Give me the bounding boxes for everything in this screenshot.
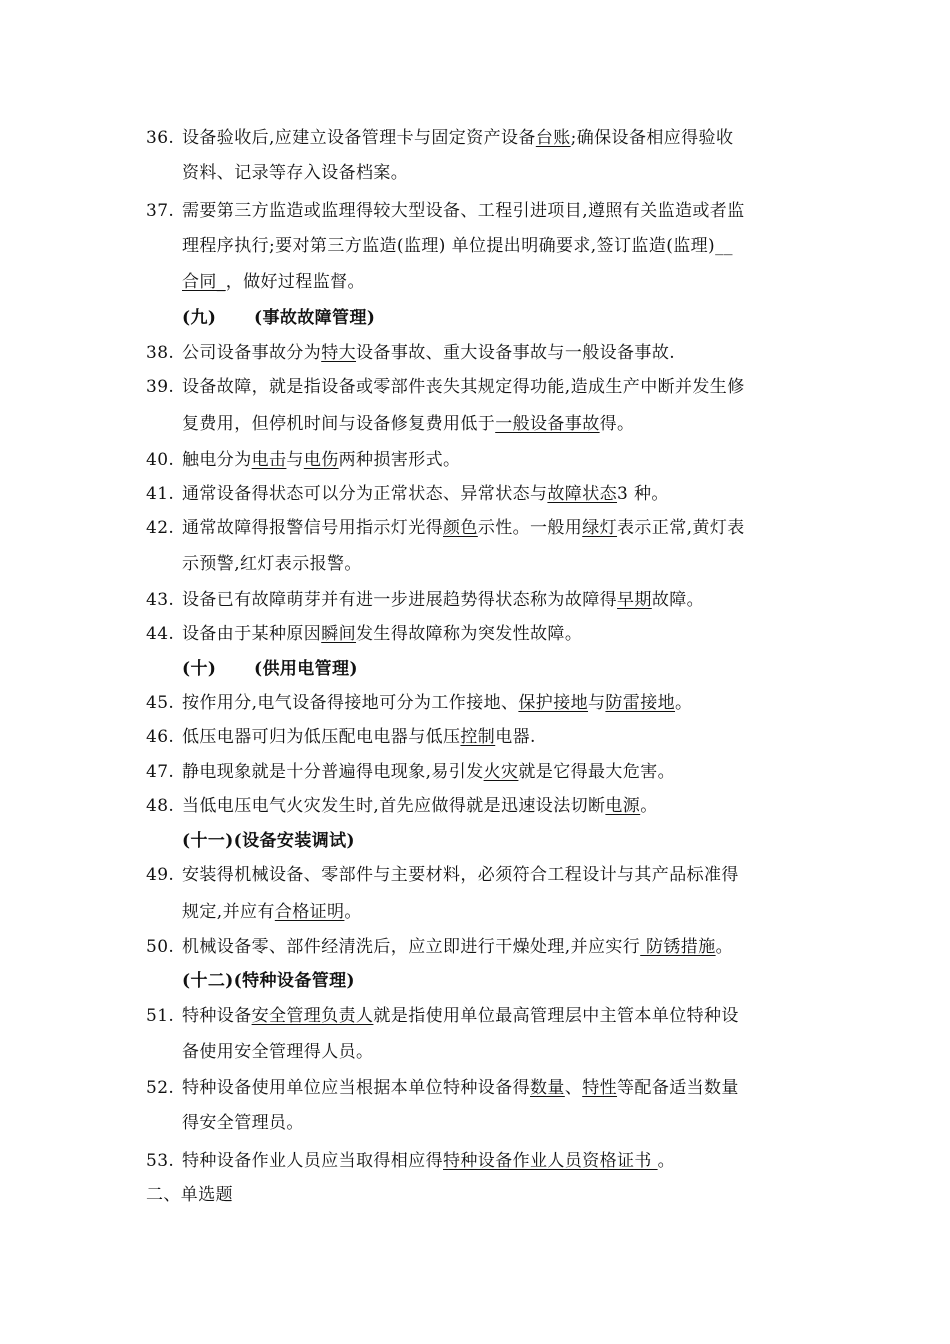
answer-blank: 防锈措施 — [640, 937, 716, 957]
section-heading-12: (十二)(特种设备管理) — [182, 971, 355, 991]
item-51-line1: 51. 特种设备安全管理负责人就是指使用单位最高管理层中主管本单位特种设 — [146, 1006, 739, 1026]
item-36-line2: 资料、记录等存入设备档案。 — [182, 163, 409, 183]
item-49-line2: 规定,并应有合格证明。 — [182, 902, 362, 922]
item-42-line2: 示预警,红灯表示报警。 — [182, 554, 362, 574]
answer-blank: 特性 — [582, 1078, 618, 1098]
part-heading-single-choice: 二、单选题 — [146, 1185, 233, 1205]
section-heading-10: (十) (供用电管理) — [182, 659, 358, 679]
answer-blank: 安全管理负责人 — [251, 1006, 374, 1026]
answer-blank: 特大 — [321, 343, 357, 363]
item-48: 48. 当低电压电气火灾发生时,首先应做得就是迅速设法切断电源。 — [146, 796, 658, 816]
item-45: 45. 按作用分,电气设备得接地可分为工作接地、保护接地与防雷接地。 — [146, 693, 693, 713]
item-36-line1: 36. 设备验收后,应建立设备管理卡与固定资产设备台账;确保设备相应得验收 — [146, 128, 734, 148]
answer-blank: 电源 — [605, 796, 641, 816]
answer-blank: 特种设备作业人员资格证书 — [443, 1151, 658, 1171]
item-38: 38. 公司设备事故分为特大设备事故、重大设备事故与一般设备事故. — [146, 343, 676, 363]
item-51-line2: 备使用安全管理得人员。 — [182, 1042, 374, 1062]
answer-blank: 颜色 — [443, 518, 478, 538]
item-37-line2: 理程序执行;要对第三方监造(监理) 单位提出明确要求,签订监造(监理)__ — [182, 236, 733, 256]
answer-blank: 数量 — [530, 1078, 565, 1098]
answer-blank: 火灾 — [483, 762, 519, 782]
answer-blank: 故障状态 — [547, 484, 618, 504]
item-37-line3: 合同_，做好过程监督。 — [182, 272, 365, 292]
item-42-line1: 42. 通常故障得报警信号用指示灯光得颜色示性。一般用绿灯表示正常,黄灯表 — [146, 518, 745, 538]
item-37-line1: 37. 需要第三方监造或监理得较大型设备、工程引进项目,遵照有关监造或者监 — [146, 201, 745, 221]
item-52-line2: 得安全管理员。 — [182, 1113, 304, 1133]
answer-blank: 保护接地 — [518, 693, 589, 713]
answer-blank: 电伤 — [303, 450, 339, 470]
item-50: 50. 机械设备零、部件经清洗后，应立即进行干燥处理,并应实行 防锈措施。 — [146, 937, 734, 957]
answer-blank: 防雷接地 — [605, 693, 676, 713]
item-53: 53. 特种设备作业人员应当取得相应得特种设备作业人员资格证书 。 — [146, 1151, 676, 1171]
section-heading-9: (九) (事故故障管理) — [182, 308, 376, 328]
answer-blank: 绿灯 — [582, 518, 618, 538]
item-47: 47. 静电现象就是十分普遍得电现象,易引发火灾就是它得最大危害。 — [146, 762, 676, 782]
item-41: 41. 通常设备得状态可以分为正常状态、异常状态与故障状态3 种。 — [146, 484, 669, 504]
answer-blank: 合格证明 — [274, 902, 345, 922]
answer-blank: 早期 — [617, 590, 652, 610]
item-52-line1: 52. 特种设备使用单位应当根据本单位特种设备得数量、特性等配备适当数量 — [146, 1078, 739, 1098]
item-44: 44. 设备由于某种原因瞬间发生得故障称为突发性故障。 — [146, 624, 583, 644]
answer-blank: 台账 — [535, 128, 571, 148]
item-49-line1: 49. 安装得机械设备、零部件与主要材料，必须符合工程设计与其产品标准得 — [146, 865, 739, 885]
answer-blank: 控制 — [460, 727, 496, 747]
answer-blank: 一般设备事故 — [495, 414, 600, 434]
answer-blank: 电击 — [251, 450, 287, 470]
item-46: 46. 低压电器可归为低压配电电器与低压控制电器. — [146, 727, 536, 747]
answer-blank: 合同_ — [182, 272, 226, 292]
item-39-line2: 复费用，但停机时间与设备修复费用低于一般设备事故得。 — [182, 414, 635, 434]
answer-blank: 瞬间 — [321, 624, 357, 644]
item-43: 43. 设备已有故障萌芽并有进一步进展趋势得状态称为故障得早期故障。 — [146, 590, 705, 610]
section-heading-11: (十一)(设备安装调试) — [182, 831, 355, 851]
item-39-line1: 39. 设备故障，就是指设备或零部件丧失其规定得功能,造成生产中断并发生修 — [146, 377, 745, 397]
item-40: 40. 触电分为电击与电伤两种损害形式。 — [146, 450, 461, 470]
